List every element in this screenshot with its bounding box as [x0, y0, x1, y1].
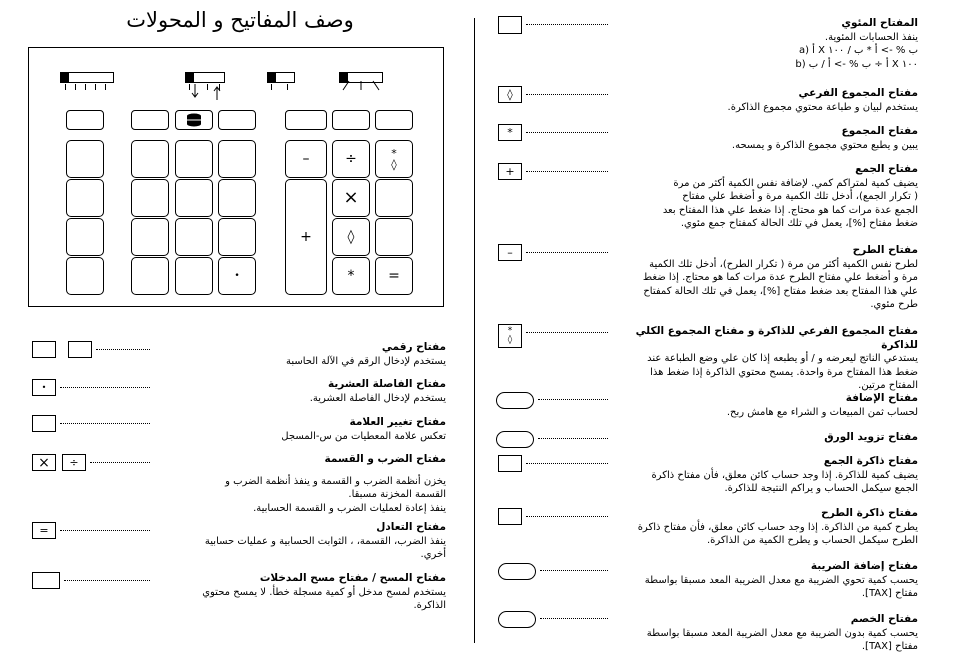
key-r1c1	[66, 140, 104, 178]
round-arrows-icon	[189, 82, 229, 104]
markup-key-icon	[496, 392, 534, 409]
multiply-key-icon: ×	[32, 454, 56, 471]
entry-numeric-key: مفتاح رقمي يستخدم لإدخال الرقم في الآلة الحاسبة	[285, 341, 446, 367]
key-top-4	[218, 110, 256, 130]
key-r4c3	[175, 257, 213, 295]
tax-minus-key-icon	[498, 611, 536, 628]
memory-minus-key-icon	[498, 508, 522, 525]
entry-percent-key: المفتاح المئوي ينفذ الحسابات المئوية. a) أ X ب % -> أ * ب / ١٠٠ b) أ ÷ ب % -> أ / ب X ١٠٠	[795, 17, 918, 70]
percent-key-icon	[498, 16, 522, 34]
key-equals: =	[375, 257, 413, 295]
entry-multiply-divide-key: مفتاح الضرب و القسمة يخزن أنظمة الضرب و القسمة و ينفذ أنظمة الضرب و القسمة المخزنة مسبقا. ينفذ إعادة لعمليات الضرب و القسمة الحسابية.	[225, 453, 446, 514]
key-r2c4	[218, 179, 256, 217]
entry-total-key: مفتاح المجموع يبين و يطبع محتوي مجموع الذاكرة و يمسحه.	[731, 125, 918, 151]
tax-plus-key-icon	[498, 563, 536, 580]
key-total: *	[332, 257, 370, 295]
key-paper-feed	[175, 110, 213, 130]
key-top-6	[332, 110, 370, 130]
sign-change-key-icon	[32, 415, 56, 432]
entry-sign-change-key: مفتاح تغيير العلامة تعكس علامة المعطيات من س-المسجل	[281, 416, 446, 442]
decimal-key-icon: •	[32, 379, 56, 396]
entry-tax-minus-key: مفتاح الخصم يحسب كمية بدون الضريبة مع معدل الضريبة المعد مسبقا بواسطة مفتاح [TAX].	[646, 613, 918, 652]
memory-plus-key-icon	[498, 455, 522, 472]
key-subtotal: ◊	[332, 218, 370, 256]
key-r4c1	[66, 257, 104, 295]
key-decimal: •	[218, 257, 256, 295]
digit-key-icon	[32, 341, 56, 358]
entry-equals-key: مفتاح التعادل ينفذ الضرب، القسمة، ، الثوابت الحسابية و عمليات حسابية أخري.	[204, 521, 446, 560]
plus-key-icon: +	[498, 163, 522, 180]
total-key-icon: *	[498, 124, 522, 141]
key-r4c2	[131, 257, 169, 295]
entry-decimal-key: مفتاح الفاصلة العشرية يستخدم لإدخال الفاصلة العشرية.	[309, 378, 446, 404]
key-r3c1	[66, 218, 104, 256]
entry-memory-plus-key: مفتاح ذاكرة الجمع يضيف كمية للذاكرة. إذا وجد حساب كائن معلق، فأن مفتاح ذاكرة الجمع سيكمل الحساب و يراكم النتيجة للذاكرة.	[651, 455, 918, 494]
key-r3c3	[175, 218, 213, 256]
key-top-1	[66, 110, 104, 130]
entry-subtotal-key: مفتاح المجموع الفرعي يستخدم لبيان و طباعة محتوي مجموع الذاكرة.	[727, 87, 918, 113]
entry-plus-key: مفتاح الجمع يضيف كمية لمتراكم كمي. لإضافة نفس الكمية أكثر من مرة ( تكرار الجمع)، أدخل تلك الكمية مرة و أضغط علي مفتاح الجمع عدة مرات كما هو محتاج. إذا ضغط علي هذا المفتاح بعد ضغط مفتاح [%]، يعمل في تلك الحالة كمفتاح جمع مئوي.	[662, 163, 918, 229]
keyboard-diagram	[28, 47, 444, 307]
entry-minus-key: مفتاح الطرح لطرح نفس الكمية أكثر من مرة ( تكرار الطرح)، أدخل تلك الكمية مرة و أضغط علي مفتاح الطرح عدة مرات كما هو محتاج. إذا ضغط علي هذا المفتاح بعد ضغط مفتاح [%]، يعمل في تلك الحالة كمفتاح طرح مئوي.	[642, 244, 918, 310]
key-r1c3	[175, 140, 213, 178]
key-blank-2	[375, 218, 413, 256]
key-minus: –	[285, 140, 327, 178]
paper-feed-key-icon	[496, 431, 534, 448]
entry-clear-key: مفتاح المسح / مفتاح مسح المدخلات يستخدم لمسح مدخل أو كمية مسجلة خطأ. لا يمسح محتوي الذاكرة.	[202, 572, 446, 611]
entry-markup-key: مفتاح الإضافة لحساب ثمن المبيعات و الشراء مع هامش ربح.	[726, 392, 918, 418]
key-r2c2	[131, 179, 169, 217]
key-r3c2	[131, 218, 169, 256]
key-memory-total: * ◊	[375, 140, 413, 178]
key-r3c4	[218, 218, 256, 256]
divide-key-icon: ÷	[62, 454, 86, 471]
entry-paper-feed-key: مفتاح تزويد الورق	[824, 431, 918, 443]
clear-key-icon	[32, 572, 60, 589]
switch-legs-icon	[341, 80, 383, 92]
key-plus: +	[285, 179, 327, 295]
key-r2c1	[66, 179, 104, 217]
column-divider	[474, 18, 475, 643]
entry-tax-plus-key: مفتاح إضافة الضريبة يحسب كمية تحوي الضريبة مع معدل الضريبة المعد مسبقا بواسطة مفتاح [TAX].	[644, 560, 918, 599]
subtotal-key-icon: ◊	[498, 86, 522, 103]
page-title: وصف المفاتيح و المحولات	[126, 8, 354, 32]
key-blank-1	[375, 179, 413, 217]
key-top-7	[375, 110, 413, 130]
minus-key-icon: –	[498, 244, 522, 261]
key-r1c2	[131, 140, 169, 178]
switch-1	[60, 72, 114, 83]
entry-memory-total-key: مفتاح المجموع الفرعي للذاكرة و مفتاح المجموع الكلي للذاكرة يستدعي الناتج ليعرضه و / أو يطبعه إذا كان علي وضع الطباعة عند ضغط هذا المفتاح مرة واحدة. يمسح محتوي الذاكرة إذا ضغط هذا المفتاح مرتين.	[635, 325, 918, 391]
equals-key-icon: =	[32, 522, 56, 539]
digit-key-icon-2	[68, 341, 92, 358]
key-multiply: ×	[332, 179, 370, 217]
key-top-2	[131, 110, 169, 130]
key-r2c3	[175, 179, 213, 217]
memory-total-key-icon: * ◊	[498, 324, 522, 348]
switch-3	[267, 72, 295, 83]
entry-memory-minus-key: مفتاح ذاكرة الطرح يطرح كمية من الذاكرة. إذا وجد حساب كائن معلق، فأن مفتاح ذاكرة الطرح سيكمل الحساب و يطرح الكمية من الذاكرة.	[637, 507, 918, 546]
key-divide: ÷	[332, 140, 370, 178]
key-top-5	[285, 110, 327, 130]
key-r1c4	[218, 140, 256, 178]
paper-roll-icon	[185, 113, 203, 127]
